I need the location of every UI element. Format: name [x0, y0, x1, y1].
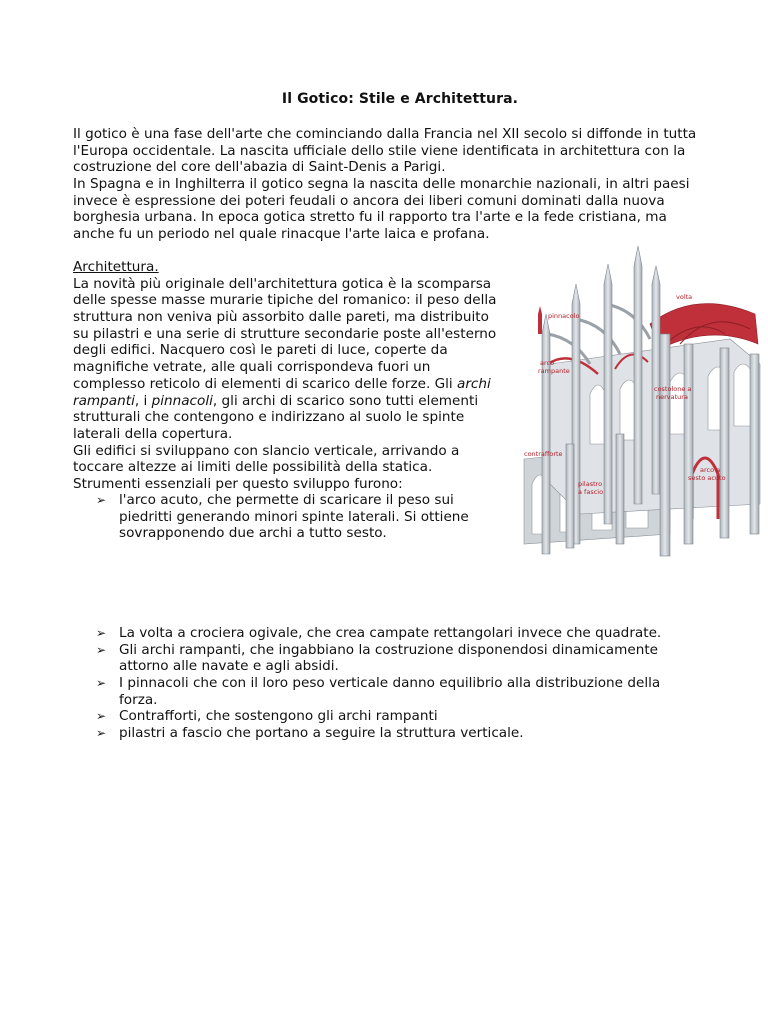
arrow-bullet-icon: ➢ — [96, 626, 107, 640]
body-line: La novità più originale dell'architettura gotica è la scomparsa — [73, 275, 492, 292]
label-arco-sesto-acuto: sesto acuto — [688, 474, 726, 482]
intro-line: costruzione del core dell'abazia di Saint-Denis a Parigi. — [73, 159, 446, 176]
document-title: Il Gotico: Stile e Architettura. — [281, 91, 519, 107]
bullet-list-strumenti — [96, 625, 661, 742]
label-contrafforte: contrafforte — [524, 450, 563, 458]
gothic-cathedral-illustration — [520, 244, 765, 560]
section-heading: Architettura. — [73, 259, 159, 275]
bullet-list-arco — [96, 492, 469, 542]
italic-term: rampanti — [73, 392, 135, 409]
list-item — [96, 708, 661, 725]
list-item-line: I pinnacoli che con il loro peso verticale danno equilibrio alla distribuzione della — [119, 675, 661, 692]
label-volta: volta — [676, 293, 693, 301]
list-item — [96, 642, 661, 675]
label-costolone: costolone a — [654, 385, 692, 393]
list-item-line: La volta a crociera ogivale, che crea campate rettangolari invece che quadrate. — [119, 625, 662, 641]
list-item-line: Contrafforti, che sostengono gli archi rampanti — [119, 708, 438, 725]
list-item-line: forza. — [119, 691, 158, 708]
list-item — [96, 675, 661, 708]
list-item-line: sovrapponendo due archi a tutto sesto. — [119, 525, 387, 542]
list-item — [96, 725, 661, 742]
list-item-line: pilastri a fascio che portano a seguire la struttura verticale. — [119, 725, 524, 742]
italic-term: pinnacoli — [151, 392, 213, 409]
italic-term: archi — [457, 375, 491, 392]
body-line: degli edifici. Nacquero così le pareti di luce, coperte da — [73, 342, 448, 359]
intro-line: invece è espressione dei poteri feudali o ancora dei liberi comuni dominati dalla nuova — [73, 192, 665, 209]
label-costolone: nervatura — [656, 393, 688, 401]
body-line: struttura non veniva più assorbito dalle pareti, ma distribuito — [73, 309, 489, 326]
body-line: toccare altezze ai limiti delle possibilità della statica. — [73, 459, 433, 476]
arrow-bullet-icon: ➢ — [96, 726, 107, 741]
arrow-bullet-icon: ➢ — [96, 709, 107, 724]
architettura-section — [73, 259, 497, 493]
list-item-line: Gli archi rampanti, che ingabbiano la costruzione disponendosi dinamicamente — [119, 641, 659, 658]
body-text: , i — [134, 392, 152, 409]
label-arco-rampante: rampante — [538, 367, 570, 375]
list-item — [96, 492, 469, 542]
arrow-bullet-icon: ➢ — [96, 676, 107, 691]
red-pinnacle — [538, 306, 542, 334]
arrow-bullet-icon: ➢ — [96, 493, 107, 507]
intro-line: In Spagna e in Inghilterra il gotico segna la nascita delle monarchie nazionali, in altri paesi — [73, 176, 690, 193]
label-pinnacolo: pinnacolo — [548, 312, 580, 320]
list-item-line: attorno alle navate e agli absidi. — [119, 658, 339, 675]
intro-paragraph — [73, 126, 696, 243]
body-line: strutturali che contengono e indirizzano al suolo le spinte — [73, 409, 465, 426]
body-line: magnifiche vetrate, alle quali corrispondeva fuori un — [73, 359, 431, 376]
intro-line: borghesia urbana. In epoca gotica stretto fu il rapporto tra l'arte e la fede cristiana, ma — [73, 209, 667, 226]
label-pilastro: pilastro — [578, 480, 603, 488]
body-line: su pilastri e una serie di strutture secondarie poste all'esterno — [73, 325, 497, 342]
intro-line: Il gotico è una fase dell'arte che cominciando dalla Francia nel XII secolo si diffonde in tutta — [73, 126, 697, 142]
list-item — [96, 625, 661, 642]
body-line: delle spesse masse murarie tipiche del romanico: il peso della — [73, 292, 497, 309]
body-line: laterali della copertura. — [73, 425, 233, 442]
intro-line: anche fu un periodo nel quale rinacque l'arte laica e profana. — [73, 226, 490, 243]
arrow-bullet-icon: ➢ — [96, 642, 107, 657]
body-line: Strumenti essenziali per questo sviluppo furono: — [73, 475, 403, 492]
list-item-line: l'arco acuto, che permette di scaricare il peso sui — [119, 492, 454, 508]
body-text: complesso reticolo di elementi di scarico delle forze. Gli — [73, 375, 458, 392]
intro-line: l'Europa occidentale. La nascita ufficiale dello stile viene identificata in architettura con la — [73, 142, 686, 159]
list-item-line: piedritti generando minori spinte laterali. Si ottiene — [119, 508, 469, 525]
label-arco-sesto-acuto: arco a — [700, 466, 721, 474]
body-line: Gli edifici si sviluppano con slancio verticale, arrivando a — [73, 442, 460, 459]
body-text: , gli archi di scarico sono tutti elementi — [212, 392, 479, 409]
label-arco-rampante: arco — [540, 359, 555, 367]
label-pilastro: a fascio — [578, 488, 604, 496]
body-line — [73, 393, 497, 410]
body-line — [73, 376, 497, 393]
